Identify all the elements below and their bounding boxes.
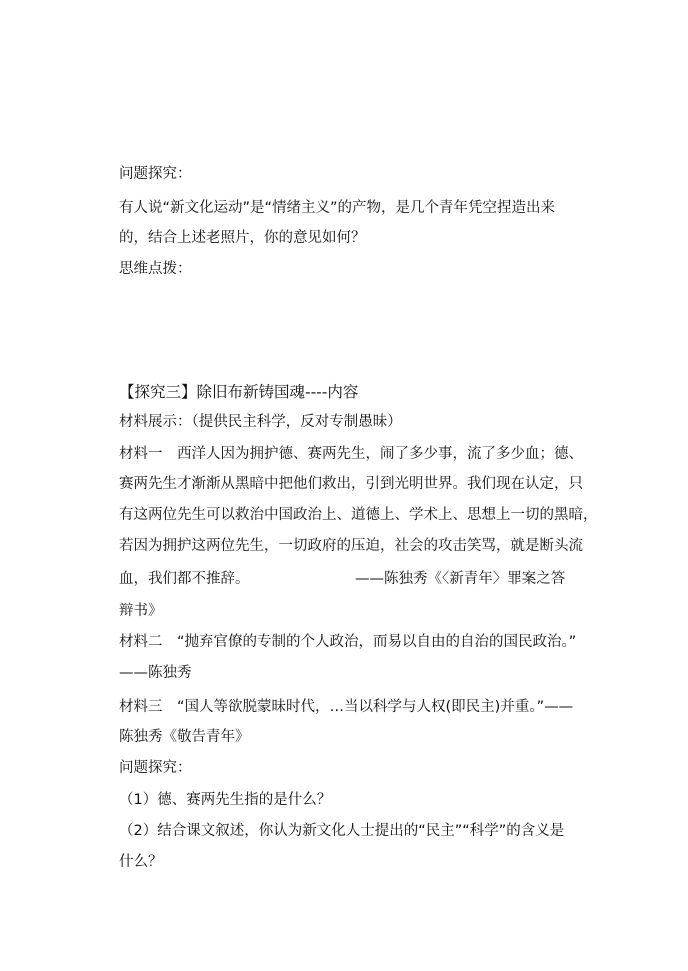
question-2-line-1: （2）结合课文叙述，你认为新文化人士提出的“民主”“科学”的含义是 (119, 823, 565, 839)
section-heading: 【探究三】除旧布新铸国魂----内容 (119, 383, 359, 401)
material-1-line-3: 有这两位先生可以救治中国政治上、道德上、学术上、思想上一切的黑暗， (119, 507, 598, 523)
question-text-line-1: 有人说“新文化运动”是“情绪主义”的产物，是几个青年凭空捏造出来 (119, 200, 556, 216)
material-1-line-4: 若因为拥护这两位先生，一切政府的压迫，社会的攻击笑骂，就是断头流 (119, 538, 583, 554)
material-2-line-1: 材料二 “抛弃官僚的专制的个人政治，而易以自由的自治的国民政治。” (119, 634, 577, 650)
materials-label: 材料展示：（提供民主科学，反对专制愚昧） (119, 414, 402, 430)
material-1-line-1: 材料一 西洋人因为拥护德、赛两先生，闹了多少事，流了多少血；德、 (119, 446, 583, 462)
question-1: （1）德、赛两先生指的是什么？ (119, 792, 332, 808)
question-label: 问题探究： (119, 166, 192, 182)
hint-label: 思维点拨： (119, 261, 192, 277)
material-2-line-2: ——陈独秀 (119, 665, 192, 681)
material-1-source: ——陈独秀《〈新青年〉罪案之答 (355, 571, 566, 587)
question-text-line-2: 的，结合上述老照片，你的意见如何？ (119, 230, 366, 246)
question-2-line-2: 什么？ (119, 854, 163, 870)
material-3-line-1: 材料三 “国人等欲脱蒙昧时代，…当以科学与人权(即民主)并重。”—— (119, 699, 574, 715)
question-label-2: 问题探究： (119, 760, 192, 776)
material-1-line-5-text: 血，我们都不推辞。 (119, 571, 250, 587)
material-1-line-2: 赛两先生才渐渐从黑暗中把他们救出，引到光明世界。我们现在认定，只 (119, 476, 583, 492)
material-3-line-2: 陈独秀《敬告青年》 (119, 729, 250, 745)
material-1-line-6: 辩书》 (119, 603, 163, 619)
